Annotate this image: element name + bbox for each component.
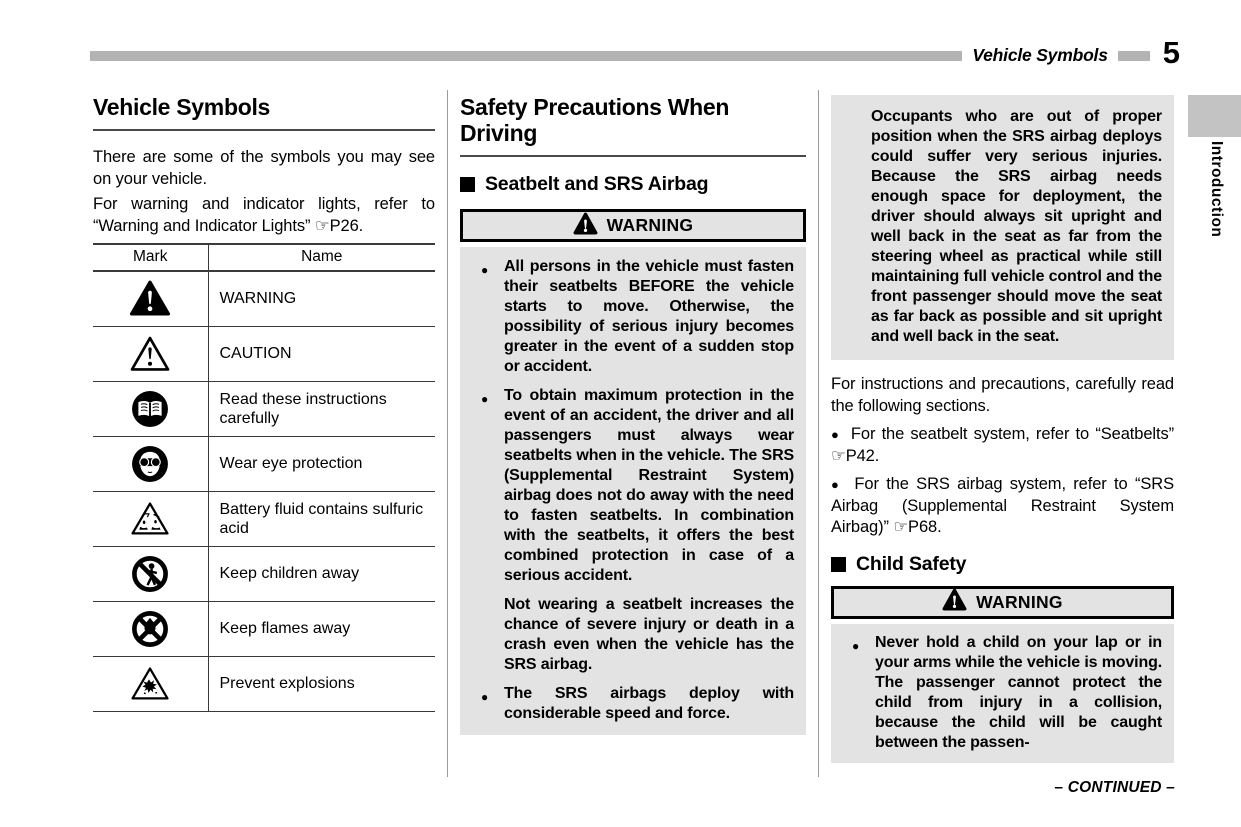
column-header-mark: Mark [93,244,208,271]
eye-protection-icon [131,455,169,472]
column-safety-precautions [460,88,806,777]
column-divider [818,90,819,777]
page-number: 5 [1162,35,1180,70]
prevent-explosions-icon [129,675,171,692]
keep-flames-away-icon [131,620,169,637]
table-row [93,491,435,546]
warning-bullet-continuation: Not wearing a seatbelt increases the chance of severe injury or death in a crash even when the vehicle has the SRS airbag. [504,596,794,673]
warning-header-box [831,586,1174,619]
warning-label: WARNING [976,591,1063,612]
table-row [93,271,435,326]
battery-acid-icon [129,510,171,527]
column-warning-continued [831,88,1174,777]
warning-continuation-box: Occupants who are out of proper position when the SRS airbag deploys could suffer very serious injuries. Because the SRS airbag needs enough space for deployment, the driver should always sit upright and well back in the seat as far from the steering wheel as practical while still maintaining full vehicle control and the front passenger should move the seat as far back as possible and sit upright and well back in the seat. [831,95,1174,360]
symbol-name: Wear eye protection [208,436,435,491]
black-square-bullet-icon [460,177,475,192]
symbol-name: Keep flames away [208,601,435,656]
symbol-name: Keep children away [208,546,435,601]
warning-bullet: ● The SRS airbags deploy with considerable speed and force. [460,684,794,724]
chapter-tab-marker [1188,95,1241,137]
symbol-name: Read these instructions carefully [208,381,435,436]
warning-bullet: ● All persons in the vehicle must fasten their seatbelts BEFORE the vehicle starts to move. Otherwise, the possibility of serious injury becomes greater in the event of a sudden stop or accident. [460,257,794,377]
keep-children-away-icon [131,565,169,582]
intro-paragraph-2: For warning and indicator lights, refer to “Warning and Indicator Lights” ☞P26. [93,195,435,235]
header-section-title: Vehicle Symbols [972,45,1108,65]
subsection-seatbelt-srs-airbag [460,173,806,196]
section-title-safety-precautions: Safety Precautions When Driving [460,94,806,157]
warning-bullet: ● To obtain maximum protection in the event of an accident, the driver and all passengers must always wear seatbelts when in the vehicle. The SRS (Supplemental Restraint System) airbag does not do away with the need to fasten seatbelts. In combination with the seatbelts, it offers the best combined protection in case of a serious accident. [460,386,794,586]
symbol-table [93,243,435,712]
warning-label: WARNING [606,215,694,235]
symbol-name: WARNING [208,271,435,326]
column-vehicle-symbols [93,88,435,777]
subsection-child-safety [831,553,1174,576]
warning-triangle-icon [573,212,607,240]
warning-triangle-icon [942,588,976,616]
section-title-vehicle-symbols: Vehicle Symbols [93,94,435,131]
continued-marker: – CONTINUED – [1054,779,1175,796]
reference-bullet: ● For the seatbelt system, refer to “Seatbelts” ☞P42. [831,424,1174,467]
table-row [93,601,435,656]
symbol-name: CAUTION [208,326,435,381]
warning-bullet: ● Never hold a child on your lap or in your arms while the vehicle is moving. The passenger cannot protect the child from injury in a collision, because the child will be caught between the passen- [831,633,1162,753]
subsection-label: Seatbelt and SRS Airbag [485,173,709,195]
warning-header-box [460,209,806,242]
intro-paragraph-1: There are some of the symbols you may see on your vehicle. [93,148,435,188]
read-instructions-icon [131,400,169,417]
table-row [93,656,435,711]
table-row [93,326,435,381]
table-header-row [93,244,435,271]
symbol-name: Prevent explosions [208,656,435,711]
black-square-bullet-icon [831,557,846,572]
column-divider [447,90,448,777]
chapter-tab-label: Introduction [1208,141,1225,238]
warning-body-box [831,624,1174,763]
table-row [93,381,435,436]
warning-body-box [460,247,806,735]
page-header [90,35,1180,70]
reference-bullet: ● For the SRS airbag system, refer to “SRS Airbag (Supplemental Restraint System Airbag)” ☞P68. [831,474,1174,539]
symbol-name: Battery fluid contains sulfuric acid [208,491,435,546]
subsection-label: Child Safety [856,552,967,575]
content-columns [93,88,1174,777]
column-header-name: Name [208,244,435,271]
table-row [93,546,435,601]
instructions-intro: For instructions and precautions, carefully read the following sections. [831,375,1174,415]
header-rule-bar [90,51,962,61]
warning-triangle-icon [129,290,171,307]
caution-triangle-icon [129,345,171,362]
header-rule-bar-short [1118,51,1150,61]
table-row [93,436,435,491]
